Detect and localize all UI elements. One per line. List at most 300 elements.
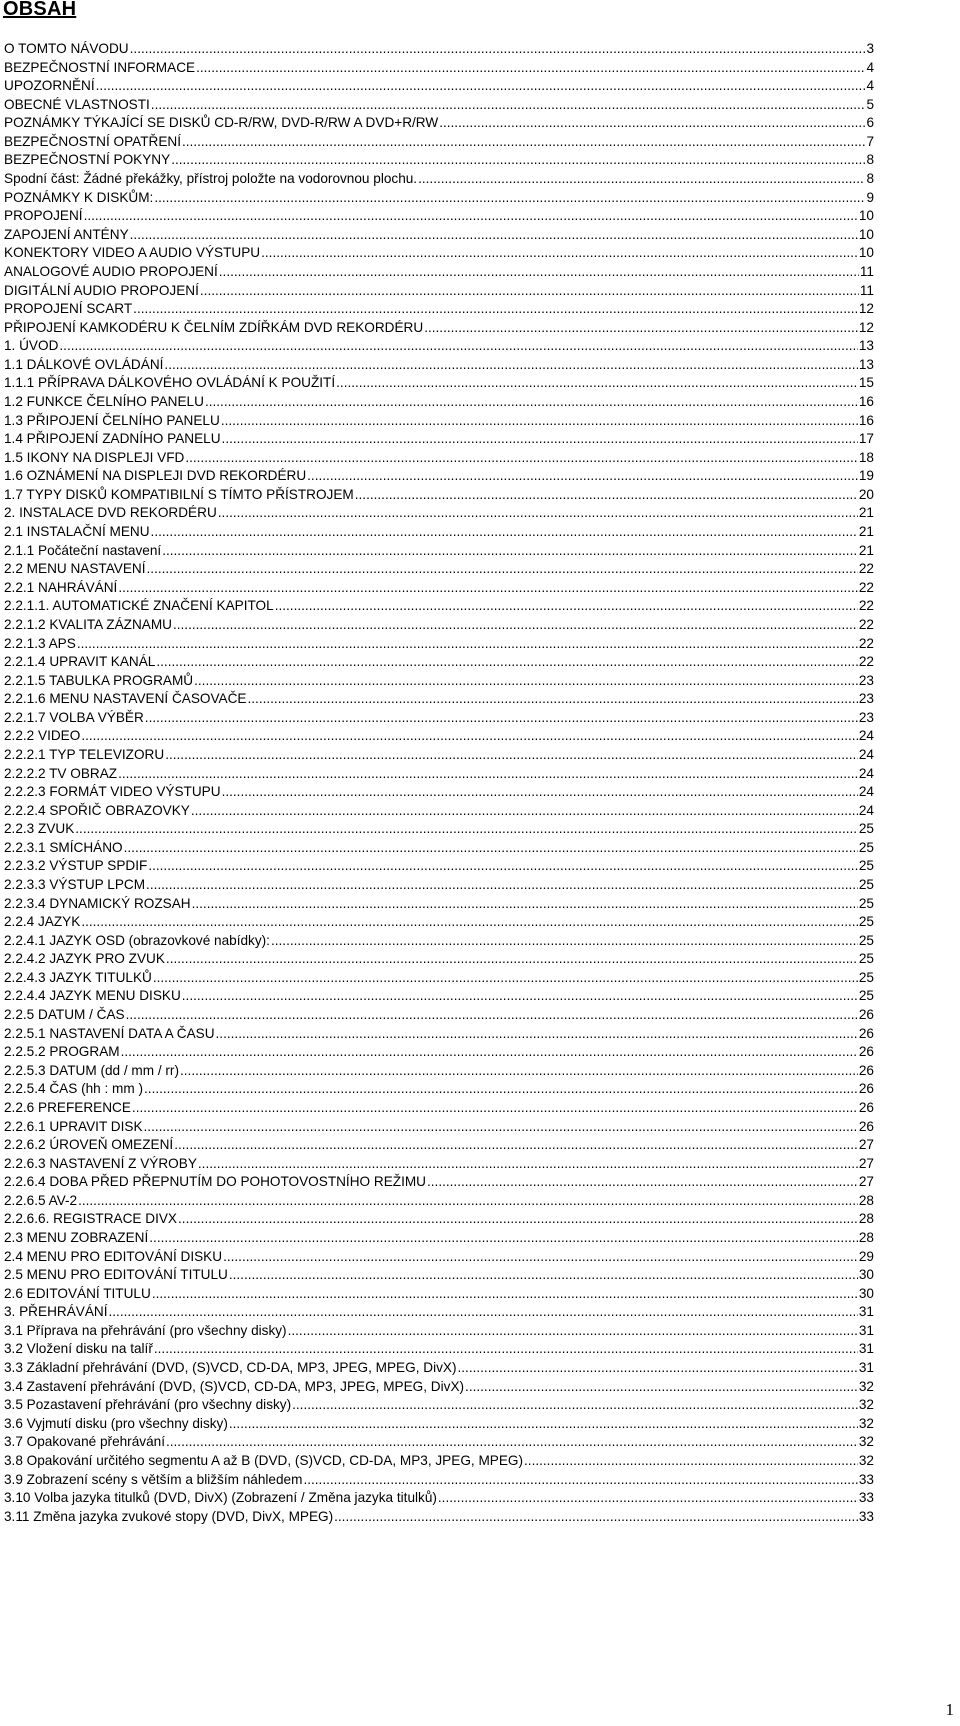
toc-entry-page: 31: [858, 1341, 874, 1357]
toc-entry-title: 1.5 IKONY NA DISPLEJI VFD: [4, 449, 185, 465]
toc-entry-title: 2.2.1.3 APS: [4, 635, 76, 651]
toc-entry-page: 24: [858, 746, 874, 762]
toc-dot-leader: [130, 226, 858, 245]
toc-entry-title: 2.2.6.5 AV-2: [4, 1192, 78, 1208]
table-of-contents: [4, 40, 874, 1526]
toc-entry[interactable]: [4, 430, 874, 449]
toc-entry[interactable]: [4, 412, 874, 431]
toc-entry[interactable]: [4, 356, 874, 375]
toc-dot-leader: [222, 783, 858, 802]
toc-entry[interactable]: [4, 1210, 874, 1229]
toc-dot-leader: [196, 59, 865, 78]
toc-entry-title: 2.5 MENU PRO EDITOVÁNÍ TITULU: [4, 1267, 228, 1283]
toc-entry[interactable]: [4, 1080, 874, 1099]
toc-dot-leader: [126, 1006, 858, 1025]
toc-entry-page: 26: [858, 1099, 874, 1115]
toc-dot-leader: [524, 1452, 858, 1471]
toc-entry-title: 2.2.3 ZVUK: [4, 821, 75, 837]
toc-entry[interactable]: [4, 319, 874, 338]
toc-entry-page: 16: [858, 393, 874, 409]
toc-dot-leader: [154, 189, 865, 208]
toc-entry[interactable]: [4, 449, 874, 468]
toc-dot-leader: [336, 374, 858, 393]
toc-dot-leader: [191, 802, 858, 821]
toc-entry-title: 2.2.6.6. REGISTRACE DIVX: [4, 1211, 178, 1227]
toc-entry[interactable]: [4, 40, 874, 59]
toc-entry-page: 27: [858, 1174, 874, 1190]
toc-entry-page: 32: [858, 1415, 874, 1431]
toc-entry[interactable]: [4, 1155, 874, 1174]
toc-entry[interactable]: [4, 96, 874, 115]
toc-entry[interactable]: [4, 374, 874, 393]
toc-entry-page: 24: [858, 728, 874, 744]
toc-entry-title: 2.2.6 PREFERENCE: [4, 1099, 131, 1115]
toc-entry-page: 26: [858, 1118, 874, 1134]
toc-entry-title: 2.2.1 NAHRÁVÁNÍ: [4, 579, 118, 595]
toc-dot-leader: [124, 839, 858, 858]
toc-entry-page: 25: [858, 951, 874, 967]
toc-entry-page: 22: [858, 654, 874, 670]
toc-dot-leader: [334, 1508, 858, 1527]
toc-entry[interactable]: [4, 263, 874, 282]
toc-entry-page: 26: [858, 1081, 874, 1097]
toc-entry-title: O TOMTO NÁVODU: [4, 41, 129, 56]
toc-entry[interactable]: [4, 207, 874, 226]
toc-entry-title: 2.2.2.2 TV OBRAZ: [4, 765, 118, 781]
toc-entry[interactable]: [4, 133, 874, 152]
toc-entry-title: 2.2.3.2 VÝSTUP SPDIF: [4, 858, 148, 874]
toc-dot-leader: [178, 1210, 858, 1229]
toc-entry-page: 15: [858, 375, 874, 391]
toc-entry[interactable]: [4, 950, 874, 969]
toc-entry-page: 29: [858, 1248, 874, 1264]
toc-entry-title: 2.2.1.6 MENU NASTAVENÍ ČASOVAČE: [4, 691, 247, 707]
toc-entry[interactable]: [4, 300, 874, 319]
toc-entry-title: 2.2.2.4 SPOŘIČ OBRAZOVKY: [4, 802, 190, 818]
toc-dot-leader: [153, 969, 858, 988]
toc-entry-title: 2.2.1.5 TABULKA PROGRAMŮ: [4, 672, 194, 688]
toc-entry-title: Spodní část: Žádné překážky, přístroj položte na vodorovnou plochu.: [4, 171, 418, 187]
toc-entry-page: 6: [866, 115, 874, 131]
toc-dot-leader: [229, 1415, 858, 1434]
toc-dot-leader: [275, 597, 858, 616]
toc-entry[interactable]: [4, 1025, 874, 1044]
toc-entry-page: 24: [858, 765, 874, 781]
toc-entry-page: 16: [858, 412, 874, 428]
toc-entry[interactable]: [4, 1006, 874, 1025]
toc-entry-title: 2.2.4.4 JAZYK MENU DISKU: [4, 988, 181, 1004]
toc-entry[interactable]: [4, 913, 874, 932]
toc-entry-title: OBECNÉ VLASTNOSTI: [4, 96, 150, 112]
toc-entry-title: 2.6 EDITOVÁNÍ TITULU: [4, 1285, 151, 1301]
toc-dot-leader: [219, 263, 859, 282]
toc-entry-title: 2.2.1.2 KVALITA ZÁZNAMU: [4, 616, 172, 632]
toc-entry[interactable]: [4, 690, 874, 709]
toc-entry[interactable]: [4, 1433, 874, 1452]
toc-entry-page: 5: [866, 96, 874, 112]
toc-dot-leader: [118, 765, 858, 784]
toc-dot-leader: [174, 1136, 858, 1155]
toc-entry[interactable]: [4, 170, 874, 189]
toc-entry-page: 10: [858, 208, 874, 224]
toc-entry-title: 2.2.4.3 JAZYK TITULKŮ: [4, 969, 152, 985]
toc-dot-leader: [173, 616, 858, 635]
toc-entry-page: 23: [858, 691, 874, 707]
toc-entry-page: 22: [858, 598, 874, 614]
toc-entry-title: 1.1 DÁLKOVÉ OVLÁDÁNÍ: [4, 356, 164, 372]
toc-entry-title: 2.2.5.4 ČAS (hh : mm ): [4, 1081, 144, 1097]
toc-dot-leader: [118, 579, 858, 598]
toc-entry[interactable]: [4, 579, 874, 598]
toc-entry-page: 10: [858, 226, 874, 242]
toc-entry-page: 30: [858, 1267, 874, 1283]
toc-dot-leader: [151, 523, 858, 542]
toc-entry-page: 24: [858, 784, 874, 800]
toc-entry[interactable]: [4, 1192, 874, 1211]
toc-dot-leader: [77, 635, 858, 654]
toc-entry-title: ZAPOJENÍ ANTÉNY: [4, 226, 129, 242]
toc-dot-leader: [229, 1266, 858, 1285]
toc-entry[interactable]: [4, 932, 874, 951]
toc-entry[interactable]: [4, 987, 874, 1006]
toc-entry[interactable]: [4, 1285, 874, 1304]
toc-entry-title: DIGITÁLNÍ AUDIO PROPOJENÍ: [4, 282, 199, 298]
toc-entry[interactable]: [4, 727, 874, 746]
toc-dot-leader: [154, 1340, 858, 1359]
toc-dot-leader: [427, 1173, 858, 1192]
toc-entry-page: 28: [858, 1211, 874, 1227]
toc-dot-leader: [96, 77, 866, 96]
toc-entry[interactable]: [4, 1062, 874, 1081]
toc-entry-page: 20: [858, 486, 874, 502]
toc-entry-page: 25: [858, 839, 874, 855]
toc-entry-title: 1. ÚVOD: [4, 338, 59, 354]
toc-entry-page: 4: [866, 78, 874, 94]
toc-dot-leader: [130, 40, 866, 59]
toc-dot-leader: [198, 1155, 858, 1174]
toc-dot-leader: [355, 486, 858, 505]
toc-entry-page: 22: [858, 616, 874, 632]
toc-entry[interactable]: [4, 1266, 874, 1285]
toc-entry[interactable]: [4, 77, 874, 96]
toc-dot-leader: [78, 1192, 858, 1211]
toc-entry-page: 25: [858, 821, 874, 837]
toc-dot-leader: [221, 412, 858, 431]
toc-entry-page: 17: [858, 431, 874, 447]
toc-entry-page: 28: [858, 1230, 874, 1245]
toc-entry-title: 3.9 Zobrazení scény s větším a bližším náhledem: [4, 1471, 303, 1487]
toc-dot-leader: [166, 950, 858, 969]
toc-entry-title: 2.1.1 Počáteční nastavení: [4, 542, 162, 558]
toc-entry[interactable]: [4, 765, 874, 784]
toc-entry[interactable]: [4, 653, 874, 672]
toc-entry-page: 26: [858, 1007, 874, 1023]
toc-entry[interactable]: [4, 802, 874, 821]
toc-dot-leader: [438, 1489, 858, 1508]
toc-entry-title: 2.2.3.3 VÝSTUP LPCM: [4, 877, 146, 893]
toc-entry-title: 1.3 PŘIPOJENÍ ČELNÍHO PANELU: [4, 412, 220, 428]
toc-entry-title: 2.2.2.3 FORMÁT VIDEO VÝSTUPU: [4, 784, 221, 800]
toc-entry-title: 3.11 Změna jazyka zvukové stopy (DVD, DivX, MPEG): [4, 1508, 334, 1524]
toc-entry-page: 25: [858, 988, 874, 1004]
toc-dot-leader: [133, 300, 858, 319]
toc-entry-title: 2.2.6.3 NASTAVENÍ Z VÝROBY: [4, 1155, 197, 1171]
toc-dot-leader: [144, 1080, 858, 1099]
toc-dot-leader: [156, 653, 858, 672]
toc-entry-page: 23: [858, 672, 874, 688]
toc-entry-title: UPOZORNĚNÍ: [4, 78, 95, 94]
toc-entry-title: BEZPEČNOSTNÍ OPATŘENÍ: [4, 133, 181, 149]
toc-dot-leader: [148, 857, 858, 876]
toc-entry[interactable]: [4, 467, 874, 486]
toc-entry-title: 3.7 Opakované přehrávání: [4, 1434, 165, 1450]
toc-entry[interactable]: [4, 226, 874, 245]
toc-entry-page: 18: [858, 449, 874, 465]
toc-entry-title: 1.7 TYPY DISKŮ KOMPATIBILNÍ S TÍMTO PŘÍSTROJEM: [4, 486, 354, 502]
toc-dot-leader: [151, 96, 866, 115]
toc-entry-title: BEZPEČNOSTNÍ INFORMACE: [4, 59, 196, 75]
toc-entry[interactable]: [4, 1173, 874, 1192]
toc-entry[interactable]: [4, 635, 874, 654]
toc-entry[interactable]: [4, 1396, 874, 1415]
toc-entry[interactable]: [4, 504, 874, 523]
toc-entry-title: 2.2.4.1 JAZYK OSD (obrazovkové nabídky):: [4, 932, 270, 948]
toc-dot-leader: [205, 393, 858, 412]
toc-dot-leader: [439, 114, 865, 133]
page-number: 1: [945, 1700, 954, 1719]
toc-dot-leader: [59, 337, 857, 356]
toc-entry[interactable]: [4, 393, 874, 412]
toc-entry[interactable]: [4, 969, 874, 988]
toc-entry-title: 3.2 Vložení disku na talíř: [4, 1341, 153, 1357]
toc-dot-leader: [162, 542, 858, 561]
toc-entry-title: 2.2.5 DATUM / ČAS: [4, 1007, 125, 1023]
toc-dot-leader: [192, 895, 858, 914]
toc-dot-leader: [457, 1359, 857, 1378]
toc-dot-leader: [132, 1099, 858, 1118]
toc-entry-title: PROPOJENÍ: [4, 208, 83, 224]
toc-entry-page: 30: [858, 1285, 874, 1301]
toc-entry-page: 26: [858, 1044, 874, 1060]
toc-entry-title: 3.6 Vyjmutí disku (pro všechny disky): [4, 1415, 228, 1431]
toc-entry[interactable]: [4, 876, 874, 895]
toc-entry-page: 31: [858, 1360, 874, 1376]
toc-entry-page: 8: [866, 152, 874, 168]
toc-entry-title: 2.2.3.1 SMÍCHÁNO: [4, 839, 123, 855]
toc-entry[interactable]: [4, 857, 874, 876]
toc-entry[interactable]: [4, 616, 874, 635]
toc-entry[interactable]: [4, 1136, 874, 1155]
toc-entry-page: 27: [858, 1155, 874, 1171]
toc-entry-page: 31: [858, 1304, 874, 1320]
toc-entry-page: 33: [858, 1490, 874, 1506]
toc-dot-leader: [182, 987, 858, 1006]
toc-entry-title: 2.2.1.1. AUTOMATICKÉ ZNAČENÍ KAPITOL: [4, 598, 274, 614]
toc-dot-leader: [288, 1322, 858, 1341]
toc-dot-leader: [307, 467, 858, 486]
toc-entry-title: 2.2.3.4 DYNAMICKÝ ROZSAH: [4, 895, 191, 911]
toc-entry-page: 33: [858, 1471, 874, 1487]
toc-entry-page: 32: [858, 1452, 874, 1468]
toc-entry-page: 10: [858, 245, 874, 261]
toc-dot-leader: [465, 1378, 858, 1397]
toc-entry-title: 2.4 MENU PRO EDITOVÁNÍ DISKU: [4, 1248, 223, 1264]
toc-entry-title: 3.1 Příprava na přehrávání (pro všechny disky): [4, 1322, 287, 1338]
toc-entry-title: 2.2.2 VIDEO: [4, 728, 81, 744]
toc-dot-leader: [200, 282, 859, 301]
toc-entry[interactable]: [4, 244, 874, 263]
toc-entry[interactable]: [4, 59, 874, 78]
toc-entry[interactable]: [4, 282, 874, 301]
toc-entry-title: 2.2.6.2 ÚROVEŇ OMEZENÍ: [4, 1137, 174, 1153]
toc-entry-page: 12: [858, 301, 874, 317]
toc-entry[interactable]: [4, 1359, 874, 1378]
toc-entry-title: 3. PŘEHRÁVÁNÍ: [4, 1304, 108, 1320]
toc-entry[interactable]: [4, 189, 874, 208]
toc-entry-page: 11: [859, 282, 874, 298]
toc-entry-page: 25: [858, 877, 874, 893]
toc-entry-page: 24: [858, 802, 874, 818]
toc-entry-title: 1.1.1 PŘÍPRAVA DÁLKOVÉHO OVLÁDÁNÍ K POUŽITÍ: [4, 375, 336, 391]
toc-dot-leader: [81, 913, 858, 932]
toc-dot-leader: [180, 1062, 858, 1081]
toc-entry-page: 4: [866, 59, 874, 75]
toc-entry-title: 2.2.6.4 DOBA PŘED PŘEPNUTÍM DO POHOTOVOSTNÍHO REŽIMU: [4, 1174, 426, 1190]
toc-entry-page: 21: [858, 524, 874, 540]
toc-entry[interactable]: [4, 114, 874, 133]
toc-entry[interactable]: [4, 1099, 874, 1118]
toc-dot-leader: [147, 560, 858, 579]
toc-entry-title: 2.2.5.3 DATUM (dd / mm / rr): [4, 1062, 179, 1078]
toc-dot-leader: [271, 932, 858, 951]
toc-entry-page: 22: [858, 635, 874, 651]
toc-entry-title: 2.2.5.2 PROGRAM: [4, 1044, 120, 1060]
toc-entry-title: 1.6 OZNÁMENÍ NA DISPLEJI DVD REKORDÉRU: [4, 468, 307, 484]
toc-entry[interactable]: [4, 1340, 874, 1359]
toc-entry-title: ANALOGOVÉ AUDIO PROPOJENÍ: [4, 263, 218, 279]
toc-entry-page: 12: [858, 319, 874, 335]
toc-dot-leader: [165, 746, 858, 765]
toc-entry[interactable]: [4, 820, 874, 839]
toc-entry[interactable]: [4, 1248, 874, 1267]
toc-entry[interactable]: [4, 1322, 874, 1341]
toc-entry-title: POZNÁMKY TÝKAJÍCÍ SE DISKŮ CD-R/RW, DVD-R/RW A DVD+R/RW: [4, 115, 439, 131]
toc-entry[interactable]: [4, 560, 874, 579]
toc-entry-title: 1.2 FUNKCE ČELNÍHO PANELU: [4, 393, 204, 409]
toc-entry[interactable]: [4, 839, 874, 858]
toc-dot-leader: [223, 1248, 858, 1267]
toc-entry-title: BEZPEČNOSTNÍ POKYNY: [4, 152, 171, 168]
toc-entry[interactable]: [4, 1303, 874, 1322]
toc-entry[interactable]: [4, 1043, 874, 1062]
toc-entry-title: PROPOJENÍ SCART: [4, 301, 133, 317]
toc-entry-page: 9: [866, 189, 874, 205]
toc-dot-leader: [185, 449, 858, 468]
toc-dot-leader: [144, 1118, 858, 1137]
toc-dot-leader: [171, 151, 865, 170]
toc-entry-title: PŘIPOJENÍ KAMKODÉRU K ČELNÍM ZDÍŘKÁM DVD REKORDÉRU: [4, 319, 424, 335]
toc-entry-page: 13: [858, 338, 874, 354]
toc-entry[interactable]: [4, 1118, 874, 1137]
toc-entry-page: 25: [858, 969, 874, 985]
toc-entry[interactable]: [4, 542, 874, 561]
toc-entry[interactable]: [4, 1378, 874, 1397]
toc-entry[interactable]: [4, 1471, 874, 1490]
toc-entry[interactable]: [4, 1489, 874, 1508]
toc-entry[interactable]: [4, 486, 874, 505]
toc-dot-leader: [424, 319, 858, 338]
toc-entry-page: 25: [858, 914, 874, 930]
toc-dot-leader: [303, 1471, 857, 1490]
toc-dot-leader: [261, 244, 858, 263]
toc-entry-page: 26: [858, 1025, 874, 1041]
toc-entry[interactable]: [4, 151, 874, 170]
toc-entry-page: 8: [866, 171, 874, 187]
toc-entry[interactable]: [4, 523, 874, 542]
toc-dot-leader: [75, 820, 858, 839]
toc-entry-page: 25: [858, 858, 874, 874]
toc-entry[interactable]: [4, 783, 874, 802]
page-title: OBSAH: [3, 0, 77, 20]
toc-entry-title: 2. INSTALACE DVD REKORDÉRU: [4, 505, 217, 521]
toc-entry-title: 2.2.5.1 NASTAVENÍ DATA A ČASU: [4, 1025, 215, 1041]
toc-entry[interactable]: [4, 672, 874, 691]
toc-dot-leader: [145, 709, 858, 728]
toc-entry[interactable]: [4, 746, 874, 765]
toc-entry-page: 27: [858, 1137, 874, 1153]
toc-entry[interactable]: [4, 895, 874, 914]
toc-entry-page: 21: [858, 505, 874, 521]
toc-dot-leader: [166, 1433, 858, 1452]
toc-dot-leader: [164, 356, 857, 375]
toc-dot-leader: [182, 133, 865, 152]
toc-entry-page: 25: [858, 895, 874, 911]
toc-entry-title: 2.2.6.1 UPRAVIT DISK: [4, 1118, 143, 1134]
toc-entry-title: KONEKTORY VIDEO A AUDIO VÝSTUPU: [4, 245, 261, 261]
toc-dot-leader: [248, 690, 858, 709]
toc-dot-leader: [109, 1303, 858, 1322]
toc-dot-leader: [218, 504, 858, 523]
toc-entry[interactable]: [4, 1229, 874, 1248]
toc-dot-leader: [152, 1285, 858, 1304]
toc-entry-title: 2.1 INSTALAČNÍ MENU: [4, 524, 150, 540]
toc-entry[interactable]: [4, 709, 874, 728]
toc-entry-page: 32: [858, 1397, 874, 1413]
toc-entry-title: POZNÁMKY K DISKŮM:: [4, 189, 154, 205]
toc-entry-title: 2.2.4 JAZYK: [4, 914, 81, 930]
toc-entry-page: 22: [858, 579, 874, 595]
toc-entry-title: 2.2.1.4 UPRAVIT KANÁL: [4, 654, 156, 670]
toc-dot-leader: [149, 1229, 858, 1248]
toc-dot-leader: [121, 1043, 858, 1062]
toc-entry-page: 23: [858, 709, 874, 725]
toc-entry-title: 3.4 Zastavení přehrávání (DVD, (S)VCD, CD-DA, MP3, JPEG, MPEG, DivX): [4, 1378, 465, 1394]
toc-entry-page: 13: [858, 356, 874, 372]
toc-entry[interactable]: [4, 1452, 874, 1471]
toc-entry[interactable]: [4, 337, 874, 356]
toc-entry-page: 7: [866, 133, 874, 149]
toc-dot-leader: [292, 1396, 858, 1415]
toc-dot-leader: [81, 727, 858, 746]
toc-entry-title: 2.2.2.1 TYP TELEVIZORU: [4, 746, 165, 762]
toc-entry-page: 31: [858, 1322, 874, 1338]
toc-entry-title: 3.8 Opakování určitého segmentu A až B (DVD, (S)VCD, CD-DA, MP3, JPEG, MPEG): [4, 1452, 524, 1468]
toc-entry[interactable]: [4, 597, 874, 616]
toc-entry[interactable]: [4, 1415, 874, 1434]
toc-entry-title: 3.10 Volba jazyka titulků (DVD, DivX) (Zobrazení / Změna jazyka titulků): [4, 1490, 437, 1506]
toc-entry-page: 32: [858, 1434, 874, 1450]
toc-entry[interactable]: [4, 1508, 874, 1527]
